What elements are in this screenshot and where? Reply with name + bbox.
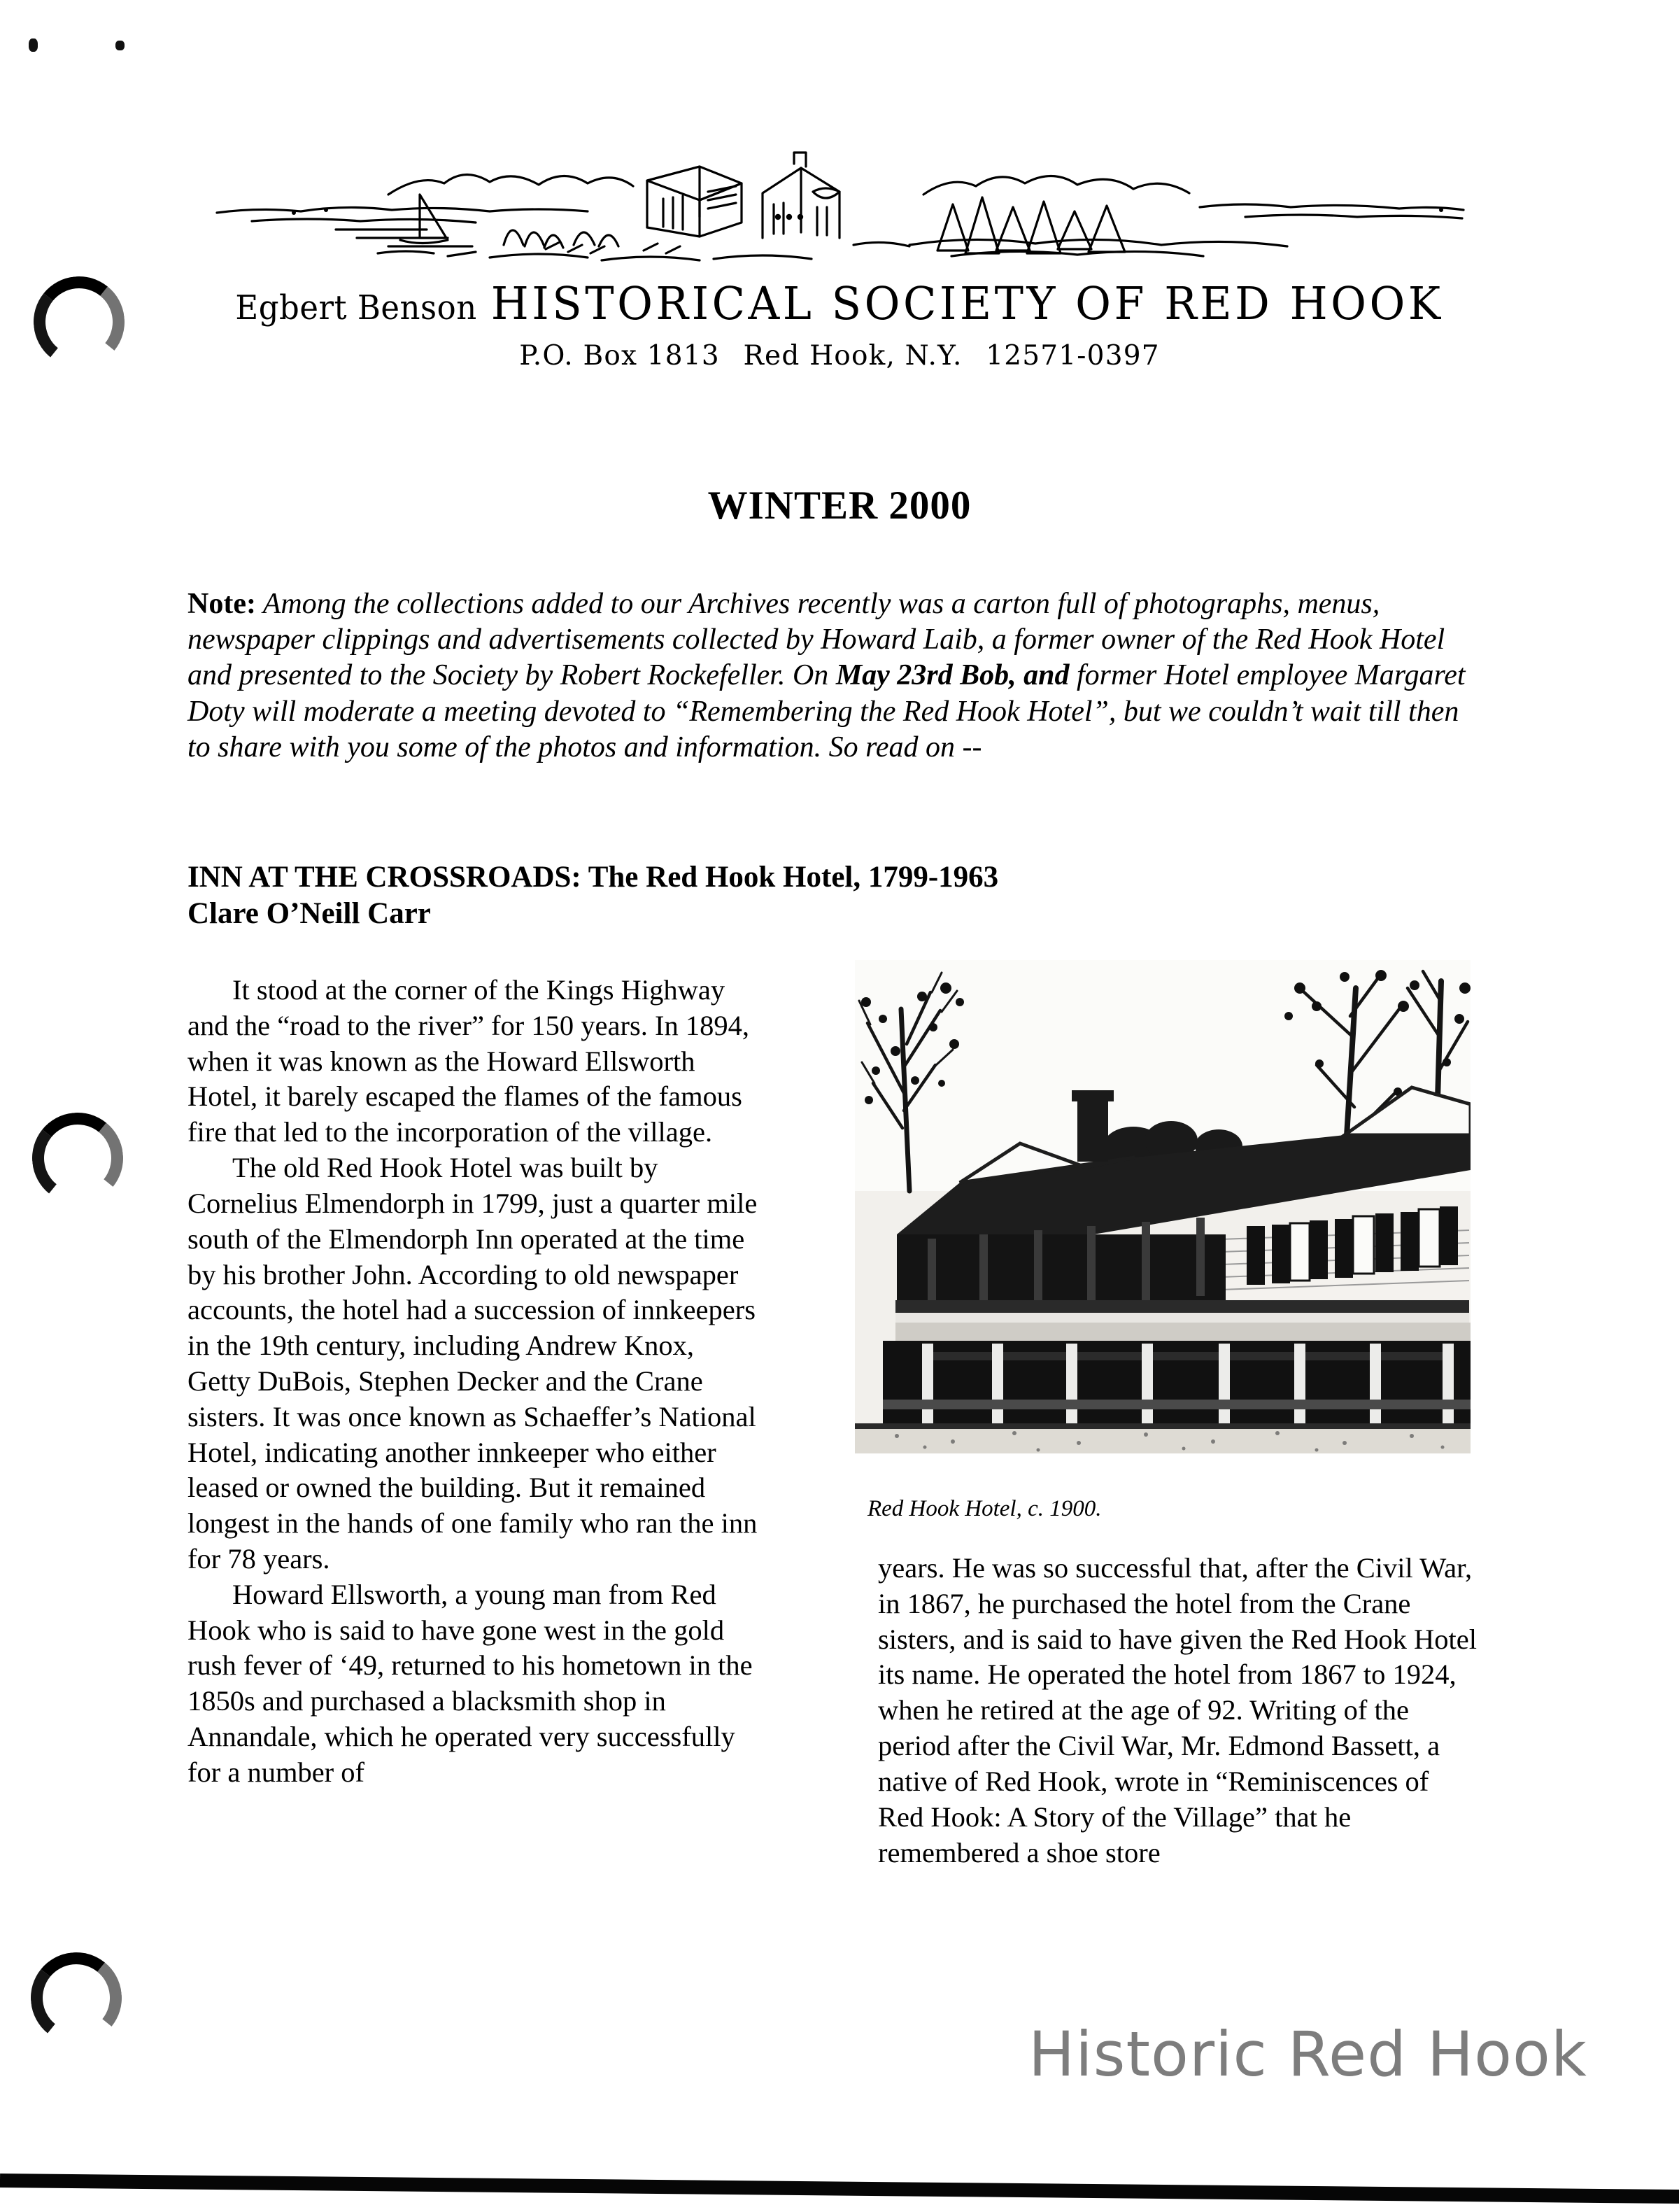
masthead <box>0 140 1679 372</box>
note-label: Note: <box>187 588 256 620</box>
address-line <box>0 340 1679 372</box>
paragraph: years. He was so successful that, after the Civil War, in 1867, he purchased the hotel from the Crane sisters, and is said to have given the Red Hook Hotel its name. He operated the hotel from 1867 to 1924, when he retired at the age of 92. Writing of the period after the Civil War, Mr. Edmond Bassett, a native of Red Hook, wrote in “Reminiscences of Red Hook: A Story of the Village” that he remembered a shoe store <box>878 1552 1477 1868</box>
zip-code: 12571-0397 <box>986 340 1160 372</box>
hole-punch-mark <box>27 1948 127 2048</box>
red-hook-hotel-photograph <box>855 960 1471 1453</box>
article-left-column <box>187 973 761 1791</box>
editors-note <box>187 586 1475 766</box>
scan-speck <box>29 38 38 52</box>
org-name: HISTORICAL SOCIETY OF RED HOOK <box>490 276 1444 330</box>
note-bold-date: May 23rd Bob, and <box>835 659 1070 692</box>
photo-caption: Red Hook Hotel, c. 1900. <box>867 1496 1102 1521</box>
article-right-column <box>878 1551 1480 1871</box>
note-text-part2: former Hotel employee Margaret Doty will moderate a meeting devoted to “Remembering the Red Hook Hotel”, but we couldn’t wait till then to share with you some of the photos and information. So read on -- <box>187 659 1466 763</box>
society-title-line <box>0 278 1679 329</box>
org-prefix: Egbert Benson <box>235 288 477 327</box>
article-heading <box>187 859 998 933</box>
paragraph: Howard Ellsworth, a young man from Red Hook who is said to have gone west in the gold rush fever of ‘49, returned to his hometown in the 1850s and purchased a blacksmith shop in Annandale, which he operated very successfully for a number of <box>187 1578 753 1788</box>
paragraph: It stood at the corner of the Kings Highway and the “road to the river” for 150 years. In 1894, when it was known as the Howard Ellsworth Hotel, it barely escaped the flames of the famous fire that led to the incorporation of the village. <box>187 974 749 1148</box>
hole-punch-mark <box>28 1108 128 1209</box>
paragraph: The old Red Hook Hotel was built by Cornelius Elmendorph in 1799, just a quarter mile south of the Elmendorph Inn operated at the time by his brother John. According to old newspaper accounts, the hotel had a succession of innkeepers in the 19th century, including Andrew Knox, Getty DuBois, Stephen Decker and the Crane sisters. It was once known as Schaeffer’s National Hotel, indicating another innkeeper who either leased or owned the building. But it remained longest in the hands of one family who ran the inn for 78 years. <box>187 1152 758 1575</box>
note-text-part1: Among the collections added to our Archives recently was a carton full of photographs, menus, newspaper clippings and advertisements collected by Howard Laib, a former owner of the Red Hook Hotel and presented to the Society by Robert Rockefeller. On <box>187 588 1445 692</box>
po-box: P.O. Box 1813 <box>519 340 720 372</box>
article-author: Clare O’Neill Carr <box>187 897 431 931</box>
scan-bottom-edge <box>0 2174 1679 2204</box>
scan-speck <box>115 41 125 50</box>
article-title: INN AT THE CROSSROADS: The Red Hook Hotel, 1799-1963 <box>187 861 999 894</box>
city-state: Red Hook, N.Y. <box>743 340 963 372</box>
watermark: Historic Red Hook <box>1028 2018 1587 2090</box>
issue-title: WINTER 2000 <box>707 484 972 528</box>
village-landscape-sketch-icon <box>210 140 1469 262</box>
